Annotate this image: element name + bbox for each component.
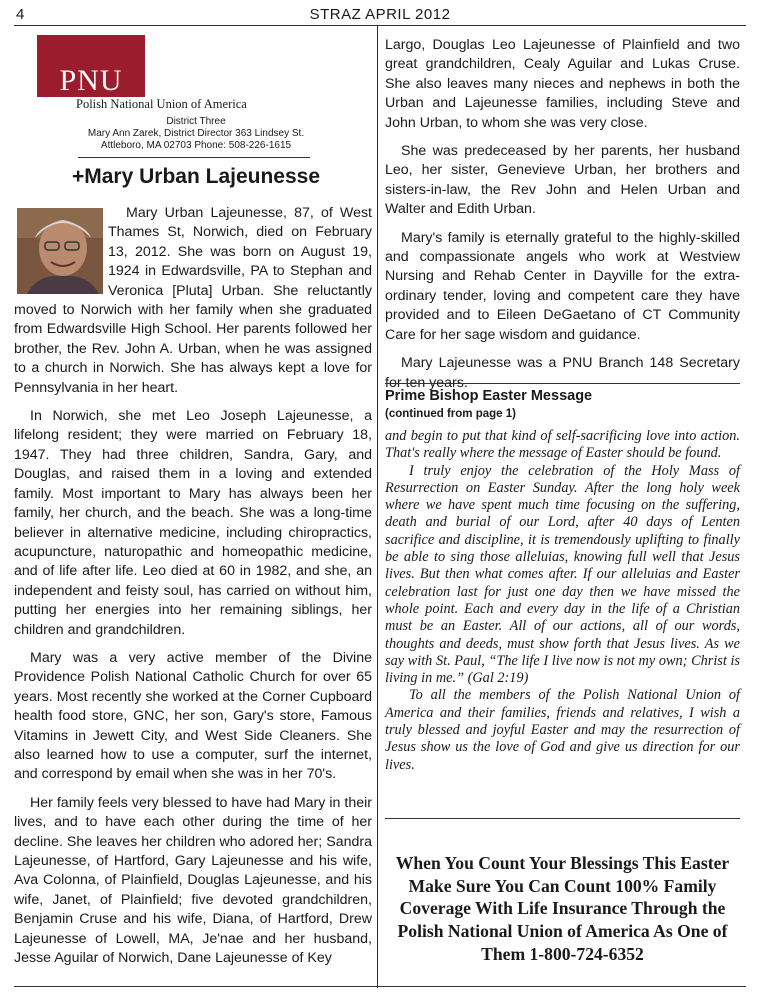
article-paragraph: Mary was a very active member of the Divine Providence Polish National Catholic Church for over 65 years. Most recently she worked at the Corner Cupboard health food store, GNC, her son, Gary's store, Famous Vitamins in Jewett City, and West Side Cleaners. She also learned how to use a computer, surf the internet, and correspond by email when she was in her 70's. [14, 649, 372, 783]
easter-message-title: Prime Bishop Easter Message [385, 388, 593, 404]
footer-rule [14, 986, 746, 987]
article-paragraph: Mary Lajeunesse was a PNU Branch 148 Secretary for ten years. [385, 355, 740, 391]
pnu-logo-text: PNU [59, 64, 123, 97]
district-director: Mary Ann Zarek, District Director 363 Lindsey St. [87, 128, 305, 139]
district-info [14, 116, 378, 152]
easter-paragraph: I truly enjoy the celebration of the Holy Mass of Resurrection on Easter Sunday. After the long holy week where we have spent much time focusing on the suffering, death and burial of our Lord, after 40 days of Lenten sacrifice and discipline, it is tremendously uplifting to finally be able to sing those alleluias, knowing full well that Jesus lives. But then what comes after. If our alleluias and Easter celebration last for just one day then we have missed the whole point. Each and every day in the life of a Christian must be an Easter. All of our actions, all of our words, thoughts and deeds, must show forth that Jesus lives. As we say with St. Paul, “The life I live now is not my own; Christ is living in me.” (Gal 2:19) [385, 462, 740, 687]
district-rule [78, 157, 310, 158]
photo-wrap-space [14, 204, 108, 300]
easter-paragraph: To all the members of the Polish National Union of America and their families, friends and relatives, I wish a truly blessed and joyful Easter and may the resurrection of Jesus show us the love of God and give us direction for our lives. [385, 687, 740, 773]
article-paragraph: She was predeceased by her parents, her husband Leo, her sister, Genevieve Urban, her brothers and sisters-in-law, the Rev John and Helen Urban and Walter and Edith Urban. [385, 143, 740, 218]
easter-paragraph: and begin to put that kind of self-sacrificing love into action. That's really where the message of Easter should be found. [385, 428, 740, 462]
newsletter-title: STRAZ APRIL 2012 [309, 6, 451, 23]
header-rule [14, 25, 746, 26]
article-paragraph-continued: Largo, Douglas Leo Lajeunesse of Plainfield and two great grandchildren, Cealy Aguilar and Lukas Cruse. She also leaves many nieces and nephews in both the Urban and Lajeunesse families, including Steve and John Urban, to whom she was very close. [385, 37, 740, 131]
article-column-right [385, 36, 740, 391]
ad-rule [385, 818, 740, 819]
district-title: District Three [166, 116, 226, 127]
article-paragraph: Mary's family is eternally grateful to the highly-skilled and compassionate angels who work at Westview Nursing and Rehab Center in Dayville for the extra-ordinary tender, loving and competent care they have provided and to Eileen DeGaetano of CT Community Care for her sage wisdom and guidance. [385, 229, 740, 343]
district-address: Attleboro, MA 02703 Phone: 508-226-1615 [100, 140, 292, 151]
section-rule [385, 383, 740, 384]
easter-message-body [385, 428, 740, 774]
organization-name: Polish National Union of America [76, 97, 247, 111]
page-number: 4 [16, 6, 25, 23]
article-paragraph: In Norwich, she met Leo Joseph Lajeunesse, a lifelong resident; they were married on February 18, 1947. They had three children, Sandra, Gary, and Douglas, and raised them in a loving and extended family. Most important to Mary has always been her family, her church, and the beach. She was a long-time believer in alternative medicine, including chiropractics, acupuncture, naturopathic and homeopathic medicine, and of life after life. Leo died at 60 in 1982, and she, an independent and feisty soul, has carried on without him, putting her energies into her remaining siblings, her children and grandchildren. [14, 408, 372, 638]
article-column-left [14, 204, 372, 980]
insurance-ad: When You Count Your Blessings This Easter Make Sure You Can Count 100% Family Coverage With Life Insurance Through the Polish National Union of America As One of Them 1-800-724-6352 [395, 853, 730, 964]
article-headline: +Mary Urban Lajeunesse [71, 165, 321, 188]
article-paragraph: Her family feels very blessed to have had Mary in their lives, and to have each other during the time of her decline. She leaves her children who adored her; Sandra Lajeunesse, of Hartford, Gary Lajeunesse and his wife, Ava Colonna, of Plainfield, Douglas Lajeunesse, and his wife, Janet, of Plainfield; five devoted grandchildren, Benjamin Cruse and his wife, Diana, of Hartford, Drew Lajeunesse of Lowell, MA, Je'nae and her husband, Jesse Aguilar of Norwich, Dane Lajeunesse of Key [14, 794, 372, 967]
easter-message-subtitle: (continued from page 1) [385, 408, 516, 420]
article-paragraph: Mary Urban Lajeunesse, 87, of West Thames St, Norwich, died on February 13, 2012. She was born on August 19, 1924 in Edwardsville, PA to Stephan and Veronica [Pluta] Urban. She reluctantly moved to Norwich with her family when she graduated from Edwardsville High School. Her parents followed her brother, the Rev. John A. Urban, when he was assigned to a church in Norwich. She has always kept a love for Pennsylvania in her heart. [14, 205, 372, 396]
